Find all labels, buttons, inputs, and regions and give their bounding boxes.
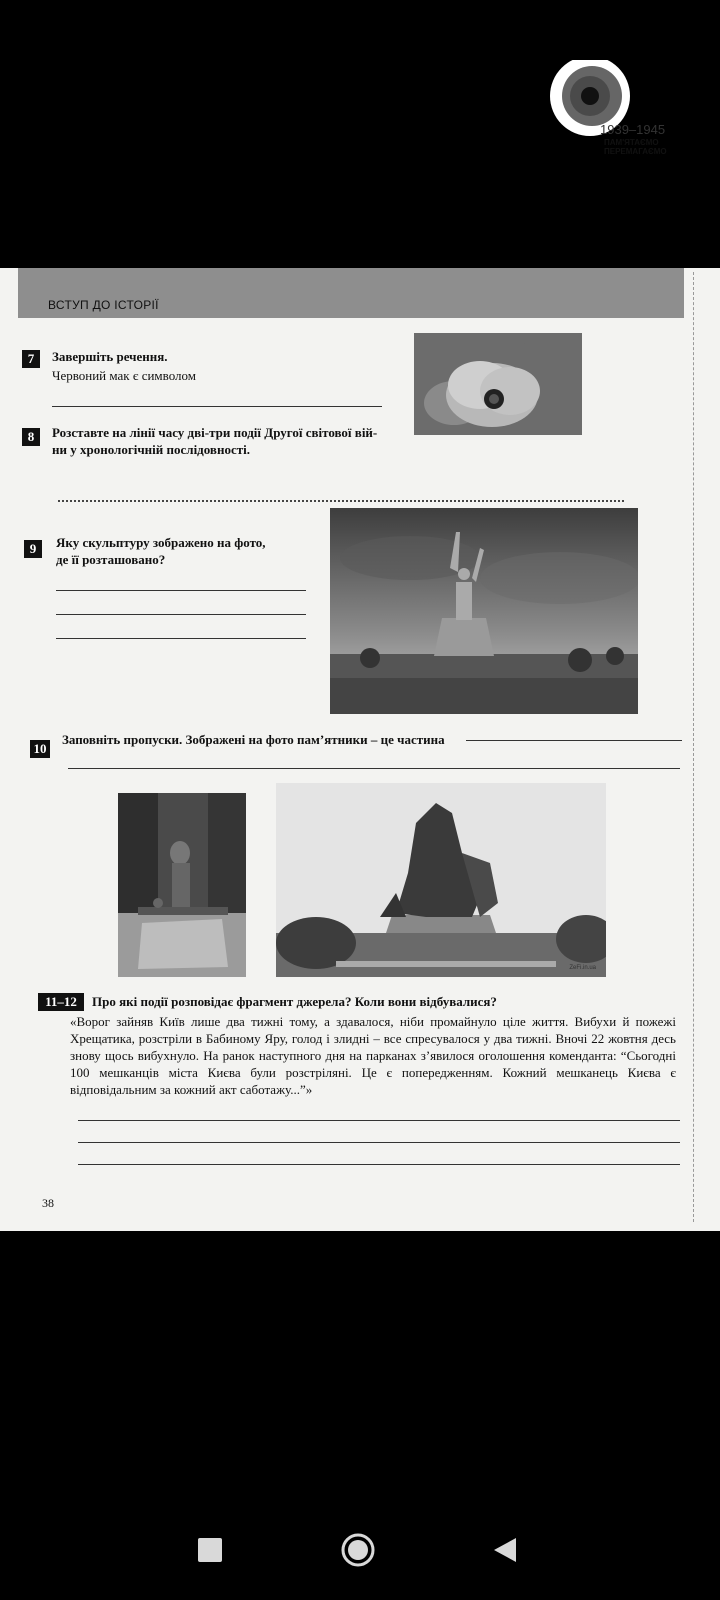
- poppy-image: [414, 333, 582, 435]
- question-9-text: [56, 534, 266, 568]
- question-7-prompt: Червоний мак є символом: [52, 368, 196, 383]
- answer-line[interactable]: [56, 590, 306, 591]
- answer-line[interactable]: [78, 1164, 680, 1165]
- recents-square-icon[interactable]: [198, 1538, 222, 1562]
- question-9-line-1: Яку скульптуру зображено на фото,: [56, 535, 266, 550]
- source-quote: «Ворог зайняв Київ лише два тижні тому, а здавалося, ніби промайнуло ціле життя. Вибухи й пожежі Хрещатика, розстріли в Бабиному Яру, голод і злидні – все спресувалося у два тижні. Вночі 22 жовтня десь знову щось вибухнуло. На ранок наступного дня на парканах з’явилося оголошення коменданта: “Сьогодні 100 мешканців міста Києва були розстріляні. Це є попередженням. Кожний мешканець Києва є відповідальним за кожний акт саботажу...”»: [70, 1014, 676, 1097]
- slogan-line-1: ПАМ'ЯТАЄМО: [604, 138, 659, 147]
- question-8-line-1: Розставте на лінії часу дві-три події Другої світової вій-: [52, 425, 378, 440]
- question-9-line-2: де її розташовано?: [56, 552, 166, 567]
- section-title: ВСТУП ДО ІСТОРІЇ: [48, 298, 159, 312]
- answer-line[interactable]: [78, 1120, 680, 1121]
- question-8-line-2: ни у хронологічній послідовності.: [52, 442, 250, 457]
- anniversary-badge: [546, 60, 676, 156]
- years-label: 1939–1945: [600, 122, 666, 137]
- answer-line[interactable]: [52, 406, 382, 407]
- children-memorial-image: [118, 793, 246, 977]
- poppy-photo: [414, 333, 582, 435]
- slogan-label: [604, 138, 667, 156]
- question-11-12-number: 11–12: [38, 993, 84, 1011]
- header-band: [18, 268, 684, 318]
- question-9-number: 9: [24, 540, 42, 558]
- monument-image: [330, 508, 638, 714]
- photo-credit: ZeFi.in.ua: [569, 965, 596, 971]
- question-7-title: Завершіть речення.: [52, 349, 168, 364]
- answer-line[interactable]: [56, 638, 306, 639]
- answer-line[interactable]: [68, 768, 680, 769]
- question-10-number: 10: [30, 740, 50, 758]
- navigation-bar: [0, 1500, 720, 1600]
- babyn-yar-monument-photo: [276, 783, 606, 977]
- babyn-yar-image: [276, 783, 606, 977]
- answer-line[interactable]: [56, 614, 306, 615]
- home-circle-icon[interactable]: [340, 1532, 376, 1568]
- question-11-12-title: Про які події розповідає фрагмент джерела? Коли вони відбувалися?: [92, 994, 497, 1009]
- motherland-monument-photo: [330, 508, 638, 714]
- question-10-text: Заповніть пропуски. Зображені на фото пам’ятники – це частина: [62, 732, 445, 747]
- answer-line[interactable]: [78, 1142, 680, 1143]
- question-8-number: 8: [22, 428, 40, 446]
- question-7-number: 7: [22, 350, 40, 368]
- question-8-text: [52, 424, 402, 458]
- children-memorial-photo: [118, 793, 246, 977]
- timeline-dotted-line[interactable]: [58, 500, 624, 502]
- back-triangle-icon[interactable]: [492, 1536, 518, 1564]
- slogan-line-2: ПЕРЕМАГАЄМО: [604, 147, 667, 156]
- cut-line: [693, 272, 694, 1222]
- answer-line[interactable]: [466, 740, 682, 741]
- page-number: 38: [42, 1196, 54, 1210]
